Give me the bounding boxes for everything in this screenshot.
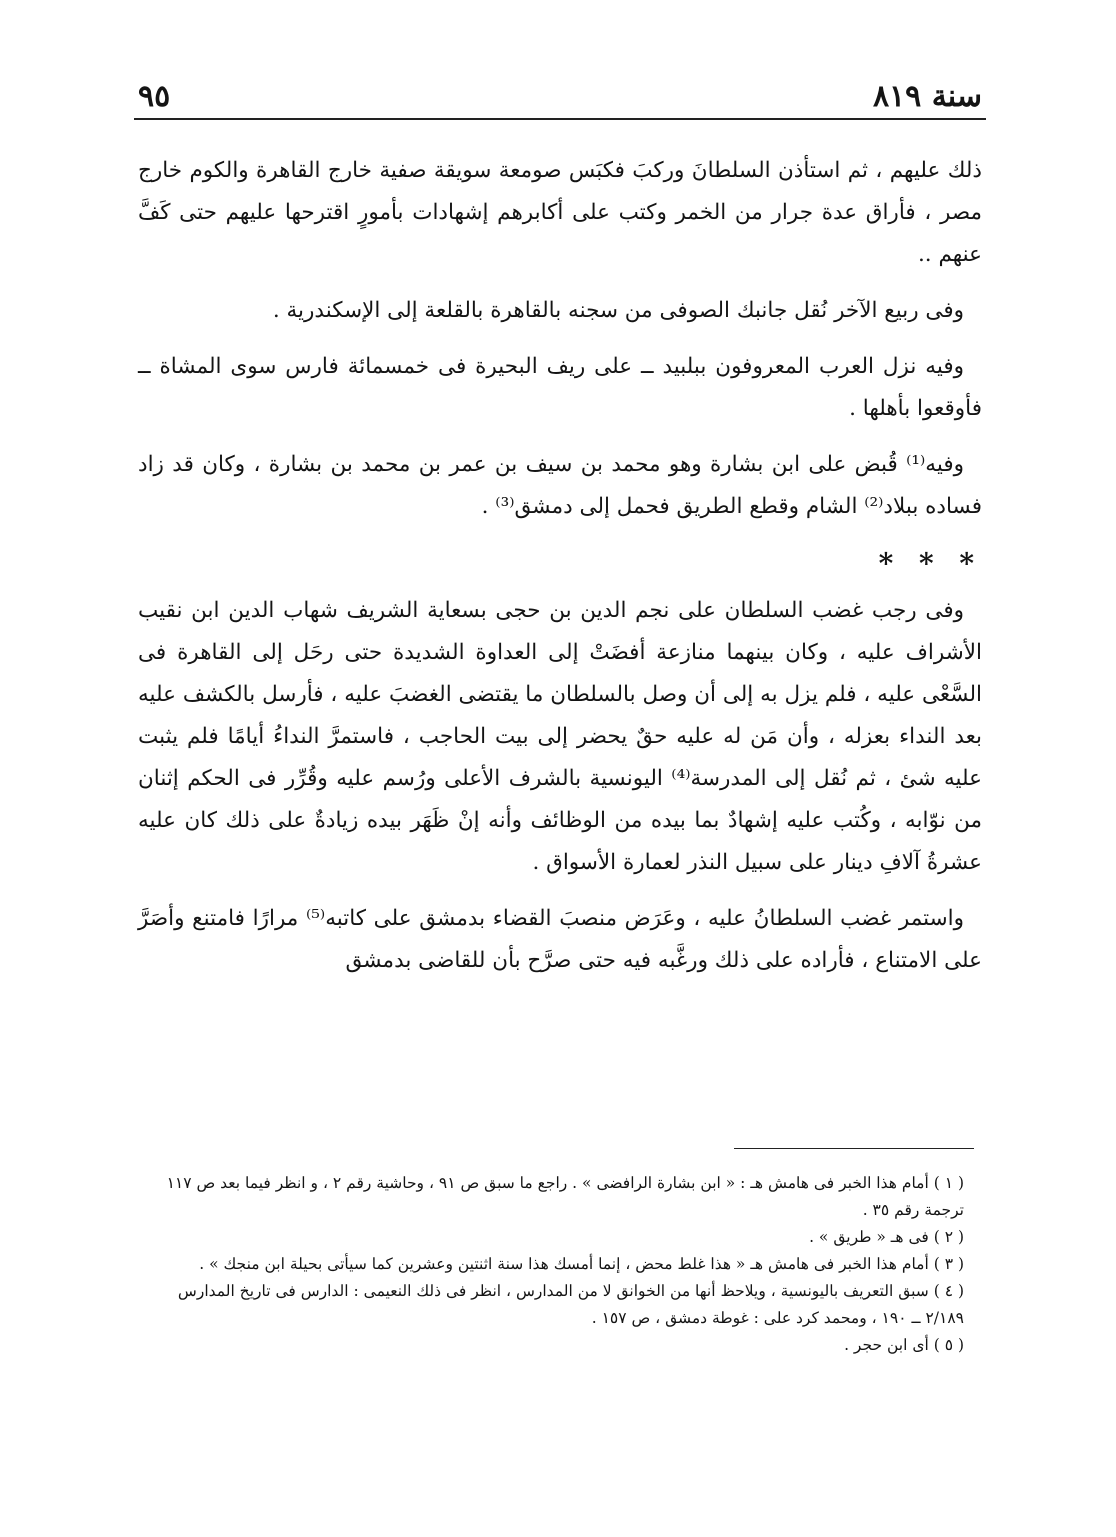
paragraph-3: وفيه نزل العرب المعروفون ببلبيد ــ على ريف البحيرة فى خمسمائة فارس سوى المشاة ــ فأوقعوا بأهلها . bbox=[138, 354, 982, 421]
footnote-1: ( ١ ) أمام هذا الخبر فى هامش هـ : « ابن بشارة الرافضى » . راجع ما سبق ص ٩١ ، وحاشية رقم ٢ ، و انظر فيما بعد ص ١١٧ ترجمة رقم ٣٥ . bbox=[166, 1174, 964, 1219]
footnote-2: ( ٢ ) فى هـ « طريق » . bbox=[809, 1228, 964, 1246]
paragraph-4: وفيه⁽¹⁾ قُبض على ابن بشارة وهو محمد بن سيف بن عمر بن محمد بن بشارة ، وكان قد زاد فساده ببلاد⁽²⁾ الشام وقطع الطريق فحمل إلى دمشق⁽³⁾ . bbox=[138, 452, 982, 519]
footnote-4: ( ٤ ) سبق التعريف باليونسية ، ويلاحظ أنها من الخوانق لا من المدارس ، انظر فى ذلك النعيمى : الدارس فى تاريخ المدارس ٢/١٨٩ ــ ١٩٠ ، ومحمد كرد على : غوطة دمشق ، ص ١٥٧ . bbox=[177, 1282, 964, 1327]
running-title: سنة ٨١٩ bbox=[872, 79, 982, 114]
paragraph-2: وفى ربيع الآخر نُقل جانبك الصوفى من سجنه بالقاهرة بالقلعة إلى الإسكندرية . bbox=[272, 298, 964, 323]
footnotes bbox=[138, 1170, 982, 1359]
section-separator: * * * bbox=[878, 547, 982, 580]
main-text bbox=[138, 150, 982, 996]
paragraph-1: ذلك عليهم ، ثم استأذن السلطانَ وركبَ فكبَس صومعة سويقة صفية خارج القاهرة والكوم خارج مصر ، فأراق عدة جرار من الخمر وكتب على أكابرهم إشهادات بأمورٍ اقترحها عليهم حتى كَفَّ عنهم .. bbox=[138, 158, 982, 267]
header-rule bbox=[134, 118, 986, 120]
paragraph-5: وفى رجب غضب السلطان على نجم الدين بن حجى بسعاية الشريف شهاب الدين ابن نقيب الأشراف عليه ، وكان بينهما منازعة أفضَتْ إلى العداوة الشديدة حتى رحَل إلى القاهرة فى السَّعْى عليه ، فلم يزل به إلى أن وصل بالسلطان ما يقتضى الغضبَ عليه ، فأرسل بالكشف عليه بعد النداء بعزله ، وأن مَن له عليه حقٌ يحضر إلى بيت الحاجب ، فاستمرَّ النداءُ أيامًا فلم يثبت عليه شئ ، ثم نُقل إلى المدرسة⁽⁴⁾ اليونسية بالشرف الأعلى ورُسم عليه وقُرِّر فى الحكم إثنان من نوّابه ، وكُتب عليه إشهادٌ بما بيده من الوظائف وأنه إنْ ظَهَر بيده زيادةٌ على ذلك كان عليه عشرةُ آلافِ دينار على سبيل النذر لعمارة الأسواق . bbox=[138, 598, 982, 875]
footnote-3: ( ٣ ) أمام هذا الخبر فى هامش هـ « هذا غلط محض ، إنما أمسك هذا سنة اثنتين وعشرين كما سيأتى بحيلة ابن منجك » . bbox=[199, 1255, 964, 1273]
page-number: ٩٥ bbox=[138, 79, 171, 114]
footnote-rule bbox=[734, 1148, 974, 1149]
running-header bbox=[138, 70, 982, 114]
footnote-5: ( ٥ ) أى ابن حجر . bbox=[844, 1336, 964, 1354]
paragraph-6: واستمر غضب السلطانُ عليه ، وعَرَض منصبَ القضاء بدمشق على كاتبه⁽⁵⁾ مرارًا فامتنع وأصَرَّ على الامتناع ، فأراده على ذلك ورغَّبه فيه حتى صرَّح بأن للقاضى بدمشق bbox=[138, 906, 982, 973]
